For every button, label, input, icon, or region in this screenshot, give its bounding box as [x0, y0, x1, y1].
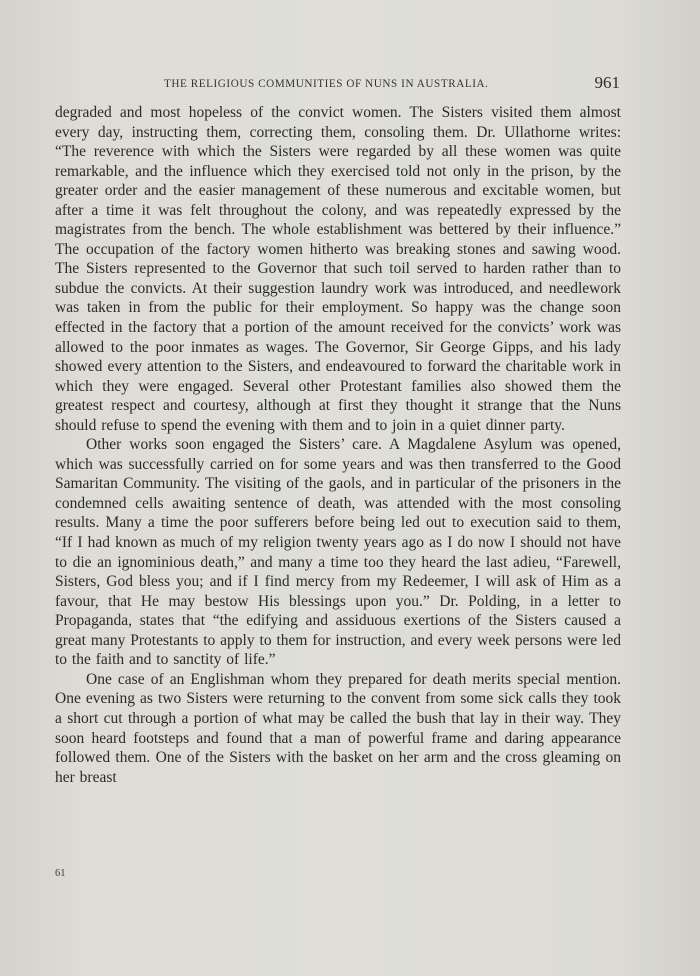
page-number: 961: [594, 73, 620, 92]
paragraph-1: degraded and most hopeless of the convict women. The Sisters visited them almost every day, instructing them, correcting them, consoling them. Dr. Ullathorne writes: “The reverence with which the Sisters were regarded by all these women was quite remarkable, and the influence which they exercised told not only in the prison, by the greater order and the easier management of these numerous and excitable women, but after a time it was felt throughout the colony, and was repeatedly expressed by the magistrates from the bench. The whole establishment was bettered by their influence.” The occupation of the factory women hitherto was breaking stones and sawing wood. The Sisters represented to the Governor that such toil served to harden rather than to subdue the convicts. At their suggestion laundry work was introduced, and needlework was taken in from the public for their employment. So happy was the change soon effected in the factory that a portion of the amount received for the convicts’ work was allowed to the poor inmates as wages. The Governor, Sir George Gipps, and his lady showed every attention to the Sisters, and endeavoured to forward the charitable work in which they were engaged. Several other Protestant families also showed them the greatest respect and courtesy, although at first they thought it strange that the Nuns should refuse to spend the evening with them and to join in a quiet dinner party.: [55, 104, 621, 434]
signature-mark: 61: [55, 868, 66, 879]
body-text: [55, 103, 621, 787]
paragraph-3: One case of an Englishman whom they prepared for death merits special mention. One evening as two Sisters were returning to the convent from some sick calls they took a short cut through a portion of what may be called the bush that lay in their way. They soon heard footsteps and found that a man of powerful frame and daring appearance followed them. One of the Sisters with the basket on her arm and the cross gleaming on her breast: [55, 670, 621, 786]
paragraph-2: Other works soon engaged the Sisters’ care. A Magdalene Asylum was opened, which was successfully carried on for some years and was then transferred to the Good Samaritan Community. The visiting of the gaols, and in particular of the prisoners in the condemned cells awaiting sentence of death, was attended with the most consoling results. Many a time the poor sufferers before being led out to execution said to them, “If I had known as much of my religion twenty years ago as I do now I should not have to die an ignominious death,” and many a time too they heard the last adieu, “Farewell, Sisters, God bless you; and if I find mercy from my Redeemer, I will ask of Him as a favour, that He may bestow His blessings upon you.” Dr. Polding, in a letter to Propaganda, states that “the edifying and assiduous exertions of the Sisters caused a great many Protestants to apply to them for instruction, and every week persons were led to the faith and to sanctity of life.”: [55, 436, 621, 669]
page-header: [150, 74, 620, 96]
running-head: THE RELIGIOUS COMMUNITIES OF NUNS IN AUSTRALIA.: [164, 78, 489, 90]
